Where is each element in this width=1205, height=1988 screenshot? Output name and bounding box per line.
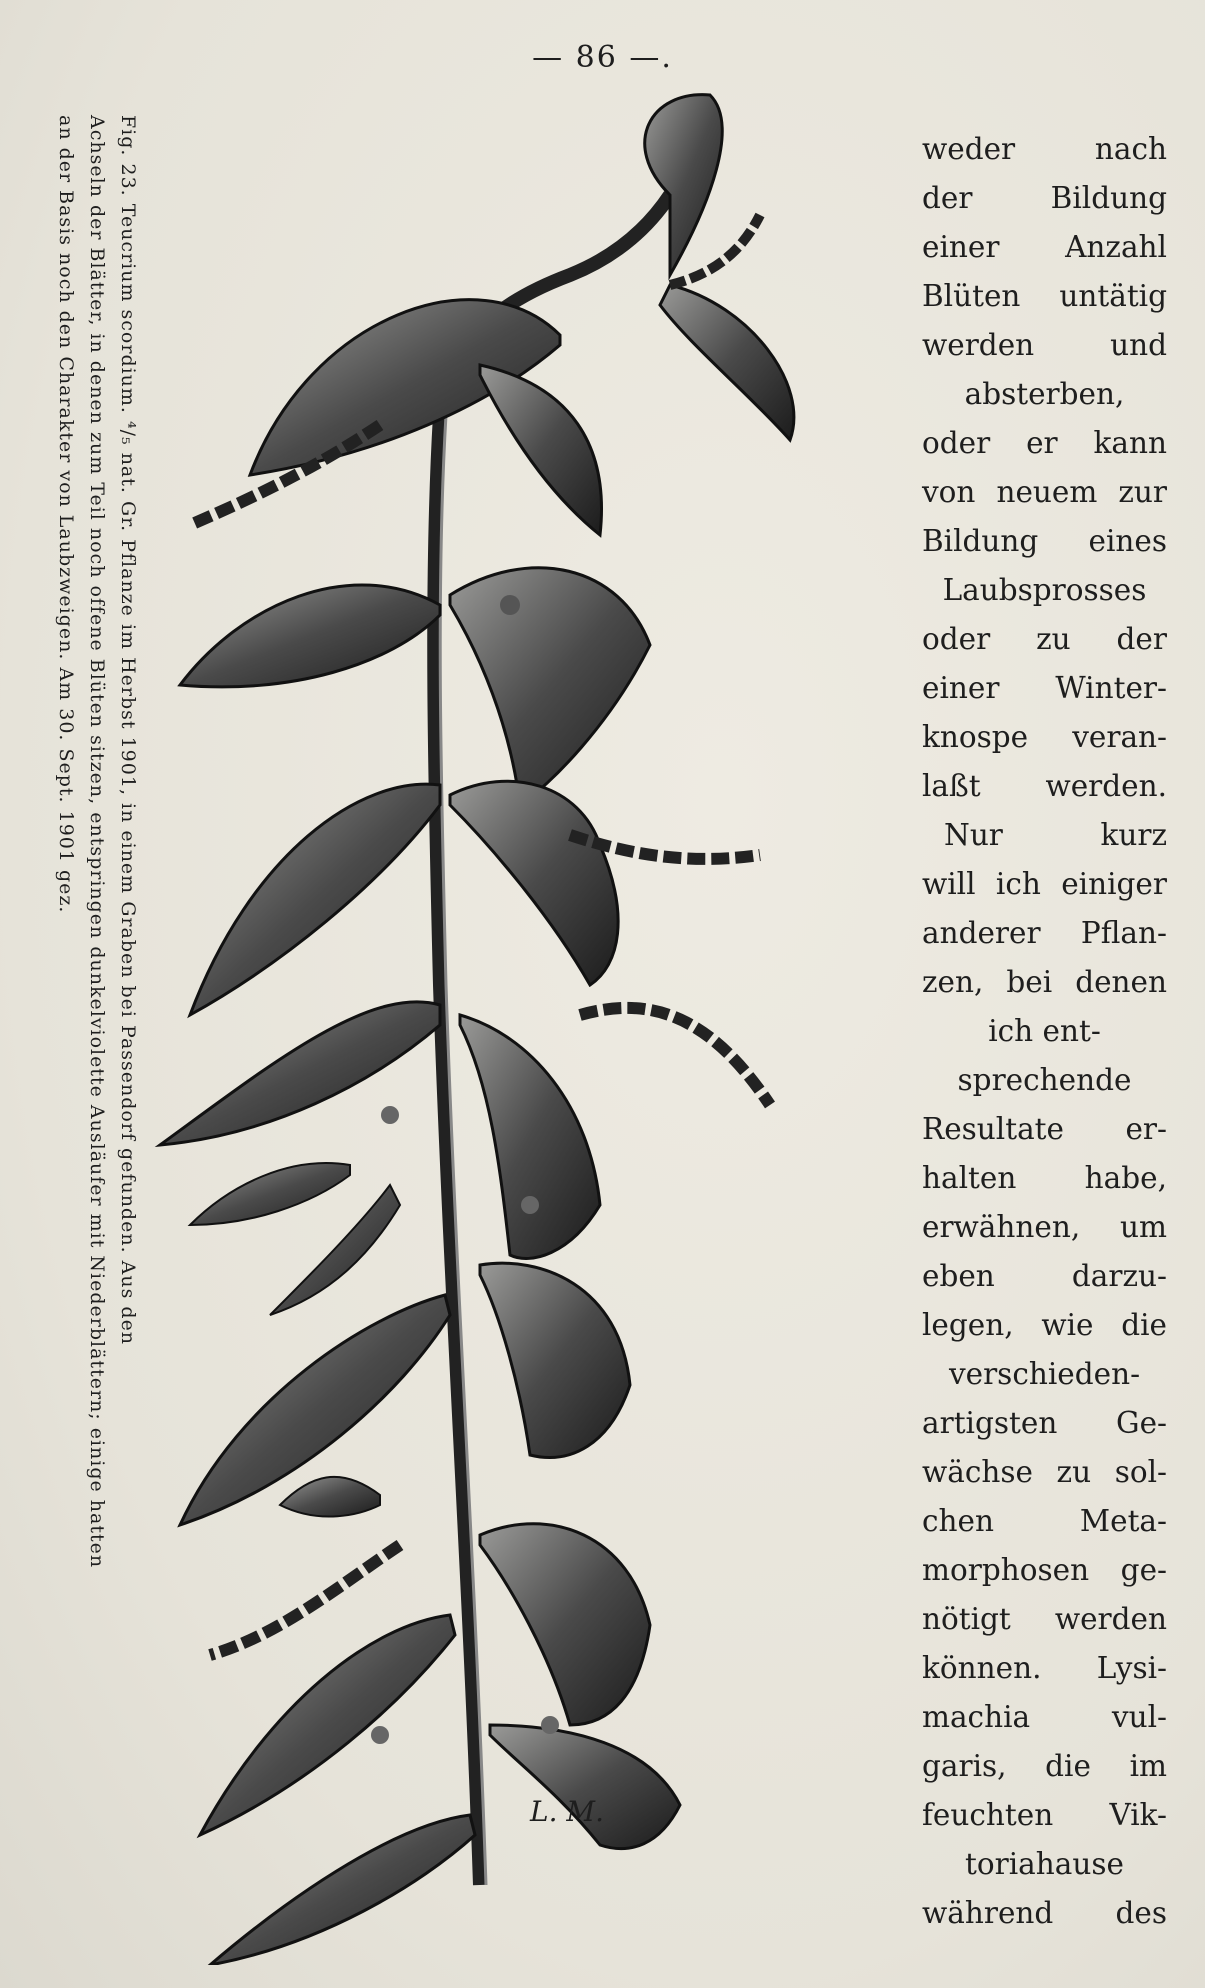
text-line: sprechende (957, 1063, 1132, 1097)
runner (210, 1545, 400, 1655)
leaf (210, 1815, 475, 1965)
text-line: weder nach (922, 132, 1167, 166)
text-line: laßt werden. (922, 769, 1167, 803)
text-line: Blüten untätig (922, 279, 1167, 313)
leaf (280, 1477, 380, 1517)
text-line: von neuem zur (922, 475, 1167, 509)
text-line: chen Meta- (922, 1504, 1167, 1538)
flower (541, 1716, 559, 1734)
caption-line-1: Fig. 23. Teucrium scordium. ⁴/₅ nat. Gr. Pflanze im Herbst 1901, in einem Graben bei Passendorf gefunden. Aus den (117, 115, 139, 1346)
leaf (660, 285, 794, 440)
leaf (490, 1725, 680, 1849)
text-line: knospe veran- (922, 720, 1167, 754)
text-line: eben darzu- (922, 1259, 1167, 1293)
runner (580, 1008, 770, 1105)
leaf (200, 1615, 455, 1835)
leaf (190, 1163, 350, 1225)
leaf (180, 585, 440, 687)
text-line: Bildung eines (922, 524, 1167, 558)
leaf (480, 365, 602, 535)
text-line: ich ent- (988, 1014, 1101, 1048)
leaf (190, 784, 440, 1015)
text-line: verschieden- (948, 1357, 1141, 1391)
text-line: legen, wie die (922, 1308, 1167, 1342)
text-line: artigsten Ge- (922, 1406, 1167, 1440)
body-text-column (922, 125, 1167, 1938)
text-line: toriahause (965, 1847, 1124, 1881)
plant-illustration (150, 85, 910, 1965)
text-line: während des (922, 1896, 1167, 1930)
text-line: machia vul- (922, 1700, 1167, 1734)
text-line: oder er kann (922, 426, 1167, 460)
flower (521, 1196, 539, 1214)
text-line: der Bildung (922, 181, 1167, 215)
flower (371, 1726, 389, 1744)
text-line: nötigt werden (922, 1602, 1167, 1636)
text-line: einer Anzahl (922, 230, 1167, 264)
leaf (645, 95, 722, 275)
text-line: morphosen ge- (922, 1553, 1167, 1587)
text-line: anderer Pflan- (922, 916, 1167, 950)
leaf (160, 1002, 440, 1145)
text-line: halten habe, (922, 1161, 1167, 1195)
text-line: Laubsprosses (942, 573, 1147, 607)
leaf (480, 1263, 630, 1457)
leaf (480, 1524, 650, 1725)
flower (500, 595, 520, 615)
text-line: oder zu der (922, 622, 1167, 656)
text-line: zen, bei denen (922, 965, 1167, 999)
leaf (460, 1015, 600, 1258)
text-line: feuchten Vik- (922, 1798, 1167, 1832)
figure-caption (50, 115, 143, 1970)
artist-signature: L. M. (530, 1795, 604, 1828)
text-line: will ich einiger (922, 867, 1167, 901)
text-line: können. Lysi- (922, 1651, 1167, 1685)
text-line: garis, die im (922, 1749, 1167, 1783)
page-number: — 86 —. (532, 40, 673, 75)
caption-line-3: an der Basis noch den Charakter von Laubzweigen. Am 30. Sept. 1901 gez. (55, 115, 77, 914)
text-line: Resultate er- (922, 1112, 1167, 1146)
caption-line-2: Achseln der Blätter, in denen zum Teil noch offene Blüten sitzen, entspringen dunkelviolette Ausläufer mit Niederblättern; einige hatten (86, 115, 108, 1569)
text-line: Nur kurz (944, 818, 1167, 852)
flower (381, 1106, 399, 1124)
text-line: wächse zu sol- (922, 1455, 1167, 1489)
leaf (450, 568, 650, 805)
text-line: werden und (922, 328, 1167, 362)
text-line: einer Winter- (922, 671, 1167, 705)
leaf (450, 781, 618, 985)
text-line: erwähnen, um (922, 1210, 1167, 1244)
text-line: absterben, (964, 377, 1125, 411)
